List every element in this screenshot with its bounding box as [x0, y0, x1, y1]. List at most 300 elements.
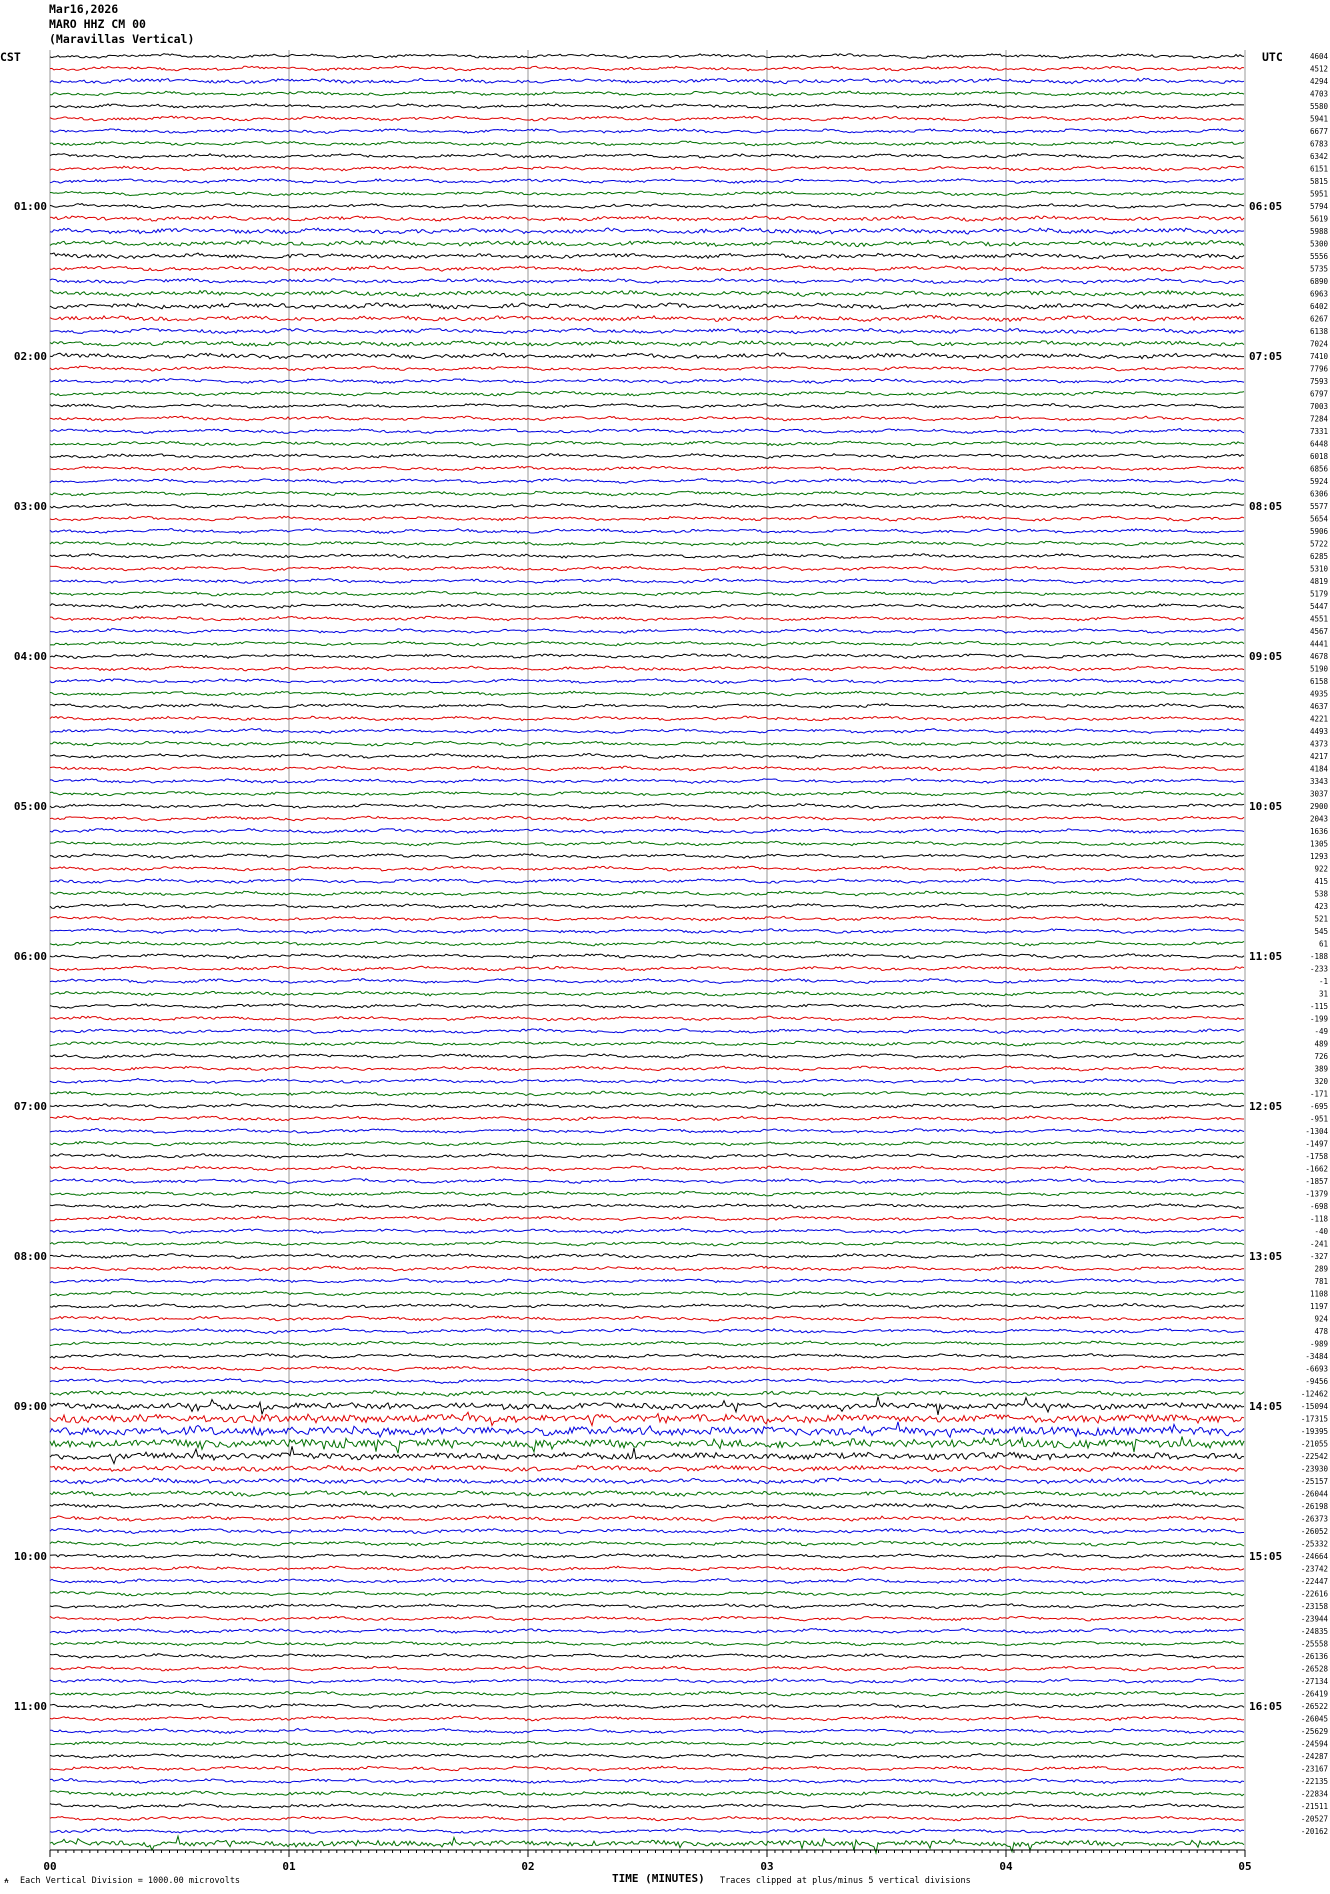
line-value-label: -9456 — [1305, 1377, 1328, 1386]
left-hour-label: 01:00 — [13, 200, 47, 213]
scale-icon: ⍲ — [4, 1876, 9, 1885]
left-hour-label: 02:00 — [13, 350, 47, 363]
line-value-label: 5300 — [1309, 239, 1328, 249]
line-value-label: 6151 — [1309, 164, 1328, 174]
line-value-label: -1497 — [1305, 1139, 1328, 1149]
trace-line — [50, 1754, 1244, 1759]
trace-line — [50, 1004, 1244, 1009]
line-value-label: 5580 — [1309, 102, 1328, 111]
trace-line — [50, 729, 1244, 734]
trace-line — [50, 741, 1244, 746]
trace-line — [50, 228, 1244, 234]
trace-line — [50, 1641, 1244, 1646]
line-value-label: 4294 — [1309, 77, 1328, 86]
line-value-label: -20527 — [1300, 1814, 1328, 1824]
line-value-label: 4551 — [1309, 614, 1328, 624]
left-hour-label: 04:00 — [13, 650, 47, 663]
trace-line — [50, 529, 1244, 534]
line-value-label: 5735 — [1309, 264, 1328, 274]
line-value-label: 1108 — [1309, 1289, 1328, 1299]
line-value-label: 478 — [1314, 1327, 1328, 1336]
trace-line — [50, 104, 1244, 109]
line-value-label: -698 — [1309, 1202, 1328, 1211]
line-value-label: 4819 — [1309, 577, 1328, 586]
trace-line — [50, 916, 1244, 921]
line-value-label: -22542 — [1300, 1452, 1328, 1461]
line-value-label: 5190 — [1309, 664, 1328, 674]
trace-line — [50, 1229, 1244, 1234]
trace-line — [50, 1766, 1244, 1771]
line-value-label: 5815 — [1309, 177, 1328, 186]
line-value-label: 922 — [1314, 864, 1328, 874]
right-hour-label: 06:05 — [1249, 200, 1283, 213]
right-hour-label: 10:05 — [1249, 800, 1283, 813]
left-hour-label: 10:00 — [13, 1550, 47, 1563]
trace-line — [50, 154, 1244, 159]
line-value-label: 7024 — [1309, 339, 1328, 349]
trace-line — [50, 379, 1244, 384]
trace-line — [50, 1241, 1244, 1246]
header-station-name: (Maravillas Vertical) — [49, 32, 195, 46]
line-value-label: 6677 — [1309, 127, 1328, 136]
trace-line — [50, 516, 1244, 521]
right-hour-label: 15:05 — [1249, 1550, 1283, 1563]
line-value-label: 545 — [1314, 927, 1328, 936]
trace-line — [50, 716, 1244, 721]
line-value-label: 781 — [1314, 1277, 1328, 1286]
line-value-label: 6285 — [1309, 552, 1328, 561]
line-value-label: -115 — [1309, 1002, 1328, 1011]
right-hour-label: 11:05 — [1249, 950, 1283, 963]
line-value-label: 4184 — [1309, 764, 1328, 774]
trace-line — [50, 1478, 1244, 1484]
trace-line — [50, 291, 1244, 297]
line-value-label: -19395 — [1300, 1427, 1328, 1436]
line-value-label: -24835 — [1300, 1627, 1328, 1636]
line-value-label: 5722 — [1309, 539, 1328, 549]
line-value-label: 6267 — [1309, 314, 1328, 324]
line-value-label: 5988 — [1309, 227, 1328, 236]
line-value-label: 61 — [1318, 939, 1328, 949]
trace-line — [50, 904, 1244, 909]
line-value-label: -327 — [1309, 1252, 1328, 1261]
line-value-label: -23944 — [1300, 1614, 1328, 1624]
line-value-label: 7410 — [1309, 352, 1328, 361]
trace-line — [50, 1503, 1244, 1508]
line-value-label: 289 — [1314, 1264, 1328, 1274]
trace-line — [50, 1191, 1244, 1196]
left-hour-label: 07:00 — [13, 1100, 47, 1113]
trace-line — [50, 1366, 1244, 1371]
line-value-label: 5577 — [1309, 502, 1328, 511]
trace-line — [50, 866, 1244, 871]
trace-line — [50, 854, 1244, 859]
line-value-label: -20162 — [1300, 1827, 1328, 1836]
line-value-label: -25629 — [1300, 1727, 1328, 1736]
trace-line — [50, 391, 1244, 396]
line-value-label: 6342 — [1309, 152, 1328, 161]
trace-line — [50, 366, 1244, 371]
line-value-label: 6890 — [1309, 277, 1328, 286]
trace-line — [50, 616, 1244, 620]
line-value-label: 5310 — [1309, 564, 1328, 574]
line-value-label: -26419 — [1300, 1689, 1328, 1699]
trace-line — [50, 1422, 1244, 1437]
line-value-label: 6138 — [1309, 327, 1328, 336]
line-value-label: 4441 — [1309, 639, 1328, 649]
left-timezone-label: CST — [0, 50, 21, 64]
trace-line — [50, 1616, 1244, 1621]
line-value-label: -188 — [1309, 952, 1328, 961]
trace-line — [50, 566, 1244, 571]
trace-line — [50, 240, 1244, 246]
trace-line — [50, 54, 1244, 59]
trace-line — [50, 216, 1244, 221]
trace-line — [50, 1291, 1244, 1296]
trace-line — [50, 1554, 1244, 1559]
right-hour-label: 07:05 — [1249, 350, 1283, 363]
trace-line — [50, 679, 1244, 684]
trace-line — [50, 779, 1244, 784]
line-value-label: -26522 — [1300, 1702, 1328, 1711]
trace-line — [50, 1729, 1244, 1734]
trace-line — [50, 204, 1244, 209]
line-value-label: -951 — [1309, 1114, 1328, 1124]
trace-line — [50, 1079, 1244, 1084]
trace-line — [50, 829, 1244, 834]
line-value-label: 726 — [1314, 1052, 1328, 1061]
line-value-label: 5794 — [1309, 202, 1328, 211]
line-value-label: 3037 — [1309, 789, 1328, 799]
left-hour-label: 05:00 — [13, 800, 47, 813]
line-value-label: 1197 — [1309, 1302, 1328, 1311]
line-value-label: -23158 — [1300, 1602, 1328, 1611]
trace-line — [50, 1704, 1244, 1709]
line-value-label: 1636 — [1309, 827, 1328, 836]
line-value-label: 6856 — [1309, 464, 1328, 474]
line-value-label: 924 — [1314, 1314, 1328, 1324]
line-value-label: 415 — [1314, 877, 1328, 886]
line-value-label: 6158 — [1309, 677, 1328, 686]
left-hour-label: 08:00 — [13, 1250, 47, 1263]
line-value-label: -25332 — [1300, 1539, 1328, 1549]
line-value-label: -26052 — [1300, 1527, 1328, 1536]
trace-line — [50, 66, 1244, 71]
x-axis — [43, 1850, 1251, 1873]
line-value-label: 6306 — [1309, 489, 1328, 499]
line-value-label: 5951 — [1309, 189, 1328, 199]
trace-line — [50, 1591, 1244, 1596]
line-value-label: -199 — [1309, 1014, 1328, 1024]
trace-line — [50, 841, 1244, 846]
trace-line — [50, 253, 1244, 259]
trace-line — [50, 1816, 1244, 1821]
right-hour-label: 09:05 — [1249, 650, 1283, 663]
trace-line — [50, 1466, 1244, 1472]
x-tick-label: 05 — [1238, 1860, 1252, 1873]
trace-line — [50, 1379, 1244, 1384]
trace-line — [50, 129, 1244, 134]
line-value-label: -118 — [1309, 1214, 1328, 1224]
x-tick-label: 04 — [999, 1860, 1013, 1873]
line-value-label: -1 — [1318, 977, 1328, 986]
trace-line — [50, 278, 1244, 283]
left-hour-label: 03:00 — [13, 500, 47, 513]
trace-line — [50, 704, 1244, 709]
line-value-label: -1379 — [1305, 1189, 1328, 1199]
trace-line — [50, 1691, 1244, 1696]
trace-line — [50, 579, 1244, 584]
line-value-label: 6963 — [1309, 289, 1328, 299]
trace-line — [50, 1679, 1244, 1684]
line-value-label: -3484 — [1305, 1352, 1328, 1361]
line-value-label: 4935 — [1309, 689, 1328, 699]
trace-line — [50, 1629, 1244, 1634]
trace-line — [50, 1316, 1244, 1321]
line-value-label: -27134 — [1300, 1677, 1328, 1686]
line-value-label: -12462 — [1300, 1389, 1328, 1399]
line-value-label: -17315 — [1300, 1414, 1328, 1424]
line-value-label: -22135 — [1300, 1777, 1328, 1786]
trace-line — [50, 1654, 1244, 1659]
line-value-label: -6693 — [1305, 1364, 1328, 1374]
trace-line — [50, 166, 1244, 171]
trace-line — [50, 1566, 1244, 1571]
trace-line — [50, 1491, 1244, 1497]
line-value-label: 521 — [1314, 914, 1328, 924]
right-hour-label: 14:05 — [1249, 1400, 1283, 1413]
x-axis-label: TIME (MINUTES) — [612, 1872, 705, 1885]
line-value-label: -26136 — [1300, 1652, 1328, 1661]
trace-line — [50, 1804, 1244, 1809]
line-value-label: 6448 — [1309, 439, 1328, 449]
trace-line — [50, 654, 1244, 659]
x-tick-label: 00 — [43, 1860, 57, 1873]
line-value-label: 6783 — [1309, 139, 1328, 149]
trace-line — [50, 1091, 1244, 1096]
line-value-label: 4703 — [1309, 89, 1328, 99]
trace-line — [50, 1579, 1244, 1584]
line-value-label: 31 — [1318, 989, 1328, 999]
trace-line — [50, 1154, 1244, 1159]
trace-line — [50, 791, 1244, 796]
line-value-label: 1305 — [1309, 839, 1328, 849]
line-value-label: 7331 — [1309, 427, 1328, 436]
line-value-label: 7796 — [1309, 364, 1328, 374]
trace-line — [50, 691, 1244, 696]
line-value-label: -23742 — [1300, 1564, 1328, 1574]
trace-line — [50, 641, 1244, 646]
line-value-label: -1662 — [1305, 1164, 1328, 1174]
trace-line — [50, 1741, 1244, 1746]
trace-line — [50, 1116, 1244, 1121]
trace-line — [50, 1329, 1244, 1334]
line-value-label: -233 — [1309, 964, 1328, 974]
line-value-label: 6797 — [1309, 389, 1328, 399]
line-value-label: 7003 — [1309, 402, 1328, 411]
line-value-label: 5924 — [1309, 477, 1328, 486]
line-value-label: -1758 — [1305, 1152, 1328, 1161]
trace-line — [50, 303, 1244, 309]
trace-line — [50, 316, 1244, 322]
line-value-label: 489 — [1314, 1039, 1328, 1049]
line-value-label: 5179 — [1309, 589, 1328, 599]
clip-note: Traces clipped at plus/minus 5 vertical divisions — [720, 1876, 971, 1886]
line-value-label: 2043 — [1309, 814, 1328, 824]
trace-line — [50, 929, 1244, 934]
trace-line — [50, 941, 1244, 946]
trace-line — [50, 1029, 1244, 1034]
trace-line — [50, 1016, 1244, 1021]
right-hour-label: 16:05 — [1249, 1700, 1283, 1713]
line-value-label: -1304 — [1305, 1127, 1328, 1136]
line-value-label: 7593 — [1309, 377, 1328, 386]
line-value-label: -25157 — [1300, 1477, 1328, 1486]
line-value-label: 5906 — [1309, 527, 1328, 536]
line-value-label: 538 — [1314, 889, 1328, 899]
line-value-label: 389 — [1314, 1064, 1328, 1074]
line-value-label: -26528 — [1300, 1664, 1328, 1674]
line-value-label: 5941 — [1309, 114, 1328, 124]
x-tick-label: 01 — [282, 1860, 296, 1873]
trace-line — [50, 1391, 1244, 1397]
trace-line — [50, 629, 1244, 634]
trace-line — [50, 1066, 1244, 1071]
trace-line — [50, 341, 1244, 347]
x-tick-label: 02 — [521, 1860, 535, 1873]
trace-line — [50, 491, 1244, 496]
right-timezone-label: UTC — [1262, 50, 1283, 64]
line-value-label: 2900 — [1309, 802, 1328, 811]
trace-line — [50, 1829, 1244, 1834]
trace-line — [50, 1516, 1244, 1521]
trace-line — [50, 141, 1244, 146]
line-value-label: -22834 — [1300, 1789, 1328, 1799]
line-value-label: 4604 — [1309, 52, 1328, 61]
scale-note: Each Vertical Division = 1000.00 microvolts — [20, 1876, 241, 1886]
trace-line — [50, 891, 1244, 896]
trace-line — [50, 1437, 1244, 1454]
trace-line — [50, 466, 1244, 471]
line-value-label: 4493 — [1309, 727, 1328, 736]
line-value-label: 4217 — [1309, 752, 1328, 761]
line-value-label: -40 — [1314, 1227, 1328, 1236]
line-value-label: 6018 — [1309, 452, 1328, 461]
trace-line — [50, 1041, 1244, 1046]
trace-line — [50, 816, 1244, 821]
header-date: Mar16,2026 — [49, 2, 119, 16]
trace-line — [50, 328, 1244, 333]
trace-line — [50, 441, 1244, 446]
trace-line — [50, 191, 1244, 196]
line-value-label: -1857 — [1305, 1177, 1328, 1186]
trace-line — [50, 1412, 1244, 1425]
right-hour-label: 13:05 — [1249, 1250, 1283, 1263]
trace-line — [50, 1604, 1244, 1609]
line-value-label: -26198 — [1300, 1502, 1328, 1511]
trace-line — [50, 78, 1244, 83]
line-value-label: -171 — [1309, 1089, 1328, 1099]
line-value-label: -49 — [1314, 1027, 1328, 1036]
trace-line — [50, 554, 1244, 559]
trace-line — [50, 1541, 1244, 1546]
trace-line — [50, 604, 1244, 609]
minute-gridlines — [50, 50, 1245, 1854]
line-value-label: 5619 — [1309, 214, 1328, 224]
line-value-label: -23930 — [1300, 1464, 1328, 1474]
trace-line — [50, 1446, 1244, 1463]
trace-line — [50, 266, 1244, 271]
x-tick-label: 03 — [760, 1860, 774, 1873]
trace-line — [50, 1354, 1244, 1359]
trace-line — [50, 1791, 1244, 1796]
trace-line — [50, 954, 1244, 959]
line-value-label: 4637 — [1309, 702, 1328, 711]
line-value-label: 4221 — [1309, 714, 1328, 724]
trace-line — [50, 1141, 1244, 1146]
trace-line — [50, 1266, 1244, 1271]
left-hour-label: 09:00 — [13, 1400, 47, 1413]
line-value-label: -15094 — [1300, 1402, 1328, 1411]
trace-line — [50, 991, 1244, 996]
trace-line — [50, 179, 1244, 183]
header-station: MARO HHZ CM 00 — [49, 17, 146, 31]
trace-line — [50, 504, 1244, 509]
trace-line — [50, 1204, 1244, 1209]
line-value-label: -26373 — [1300, 1514, 1328, 1524]
trace-line — [50, 1054, 1244, 1059]
seismic-traces — [50, 54, 1244, 1853]
trace-line — [50, 1166, 1244, 1171]
left-hour-label: 06:00 — [13, 950, 47, 963]
line-value-label: -23167 — [1300, 1764, 1328, 1774]
trace-line — [50, 804, 1244, 809]
trace-line — [50, 353, 1244, 359]
line-value-label: -22447 — [1300, 1577, 1328, 1586]
line-value-label: 4567 — [1309, 627, 1328, 636]
trace-line — [50, 766, 1244, 771]
line-value-label: -21511 — [1300, 1802, 1328, 1811]
trace-line — [50, 1104, 1244, 1109]
line-value-label: 7284 — [1309, 414, 1328, 424]
trace-line — [50, 429, 1244, 434]
line-value-label: -24664 — [1300, 1552, 1328, 1561]
trace-line — [50, 966, 1244, 971]
line-value-label: 423 — [1314, 902, 1328, 911]
trace-line — [50, 416, 1244, 421]
trace-line — [50, 1129, 1244, 1134]
line-value-label: -22616 — [1300, 1589, 1328, 1599]
line-value-label: -695 — [1309, 1102, 1328, 1111]
trace-line — [50, 404, 1244, 409]
line-value-label: -26045 — [1300, 1714, 1328, 1724]
trace-line — [50, 1254, 1244, 1259]
trace-line — [50, 91, 1244, 96]
trace-line — [50, 116, 1244, 121]
trace-line — [50, 754, 1244, 759]
right-hour-label: 12:05 — [1249, 1100, 1283, 1113]
line-value-label: 3343 — [1309, 777, 1328, 786]
trace-line — [50, 979, 1244, 984]
line-value-label: 5447 — [1309, 602, 1328, 611]
line-value-label: -26044 — [1300, 1489, 1328, 1499]
line-value-label: 5556 — [1309, 252, 1328, 261]
line-value-label: 1293 — [1309, 852, 1328, 861]
trace-line — [50, 479, 1244, 484]
trace-line — [50, 1216, 1244, 1221]
line-value-label: 6402 — [1309, 302, 1328, 311]
left-hour-label: 11:00 — [13, 1700, 47, 1713]
